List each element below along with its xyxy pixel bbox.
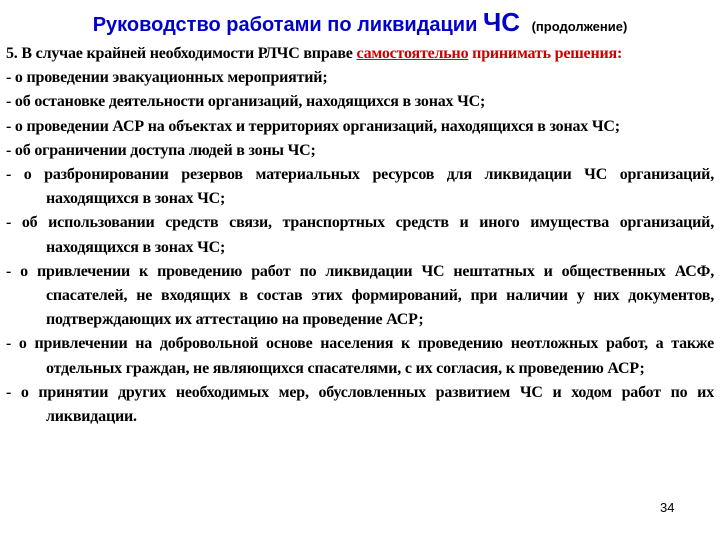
list-item: - об ограничении доступа людей в зоны ЧС; (6, 141, 316, 159)
list-item: - о привлечении на добровольной основе населения к проведению неотложных работ, а также отдельных граждан, не являющихся спасателями, с их согласия, к проведению АСР; (6, 335, 714, 377)
slide-content (6, 42, 714, 429)
intro-text: 5. В случае крайней необходимости РЛЧС вправе (6, 45, 357, 62)
list-item: - о разбронировании резервов материальных ресурсов для ликвидации ЧС организаций, находящихся в зонах ЧС; (6, 166, 714, 208)
list-item: - о принятии других необходимых мер, обусловленных развитием ЧС и ходом работ по их ликвидации. (6, 383, 714, 426)
list-item: - о привлечении к проведению работ по ликвидации ЧС нештатных и общественных АСФ, спасателей, не входящих в состав этих формирований, при наличии у них документов, подтверждающих их аттестацию на проведение АСР; (6, 262, 714, 329)
list-item: - о проведении АСР на объектах и территориях организаций, находящихся в зонах ЧС; (6, 117, 620, 135)
list-item: - об остановке деятельности организаций, находящихся в зонах ЧС; (6, 93, 486, 111)
slide-title (0, 4, 720, 45)
title-subtitle: (продолжение) (531, 19, 628, 34)
list-item: - о проведении эвакуационных мероприятий; (6, 69, 328, 87)
list-item: - об использовании средств связи, транспортных средств и иного имущества организаций, находящихся в зонах ЧС; (6, 214, 714, 256)
title-abbr: ЧС (482, 7, 521, 37)
intro-highlight-decide: принимать решения: (468, 45, 623, 62)
intro-highlight-independent: самостоятельно (356, 45, 469, 62)
title-main: Руководство работами по ликвидации (92, 14, 478, 36)
page-number: 34 (660, 500, 675, 515)
intro-paragraph (6, 42, 714, 66)
